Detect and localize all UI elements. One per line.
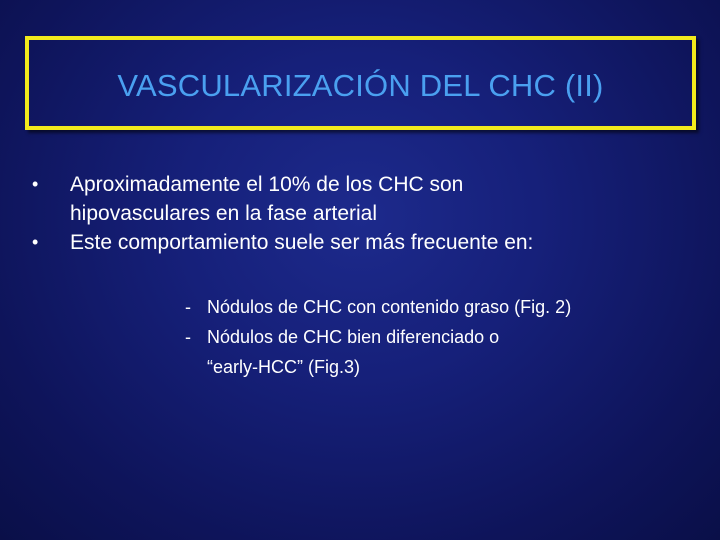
sub-item [185,322,571,352]
bullet-list [30,170,690,257]
sub-line: Nódulos de CHC con contenido graso (Fig. 2) [207,297,572,317]
bullet-line: Aproximadamente el 10% de los CHC son [70,173,464,196]
sub-line-continuation: “early-HCC” (Fig.3) [207,357,360,377]
bullet-line: Este comportamiento suele ser más frecuente en: [70,231,534,254]
sub-marker: - [185,297,191,317]
bullet-marker: • [32,232,39,252]
sub-item [185,292,571,322]
bullet-item [30,228,690,257]
sub-line: Nódulos de CHC bien diferenciado o [207,327,500,347]
bullet-item [30,170,690,228]
bullet-marker: • [32,174,39,194]
sub-marker: - [185,327,191,347]
bullet-line: hipovasculares en la fase arterial [70,202,378,225]
slide-title: VASCULARIZACIÓN DEL CHC (II) [117,68,604,103]
title-box [25,36,696,130]
sub-list [185,292,571,382]
